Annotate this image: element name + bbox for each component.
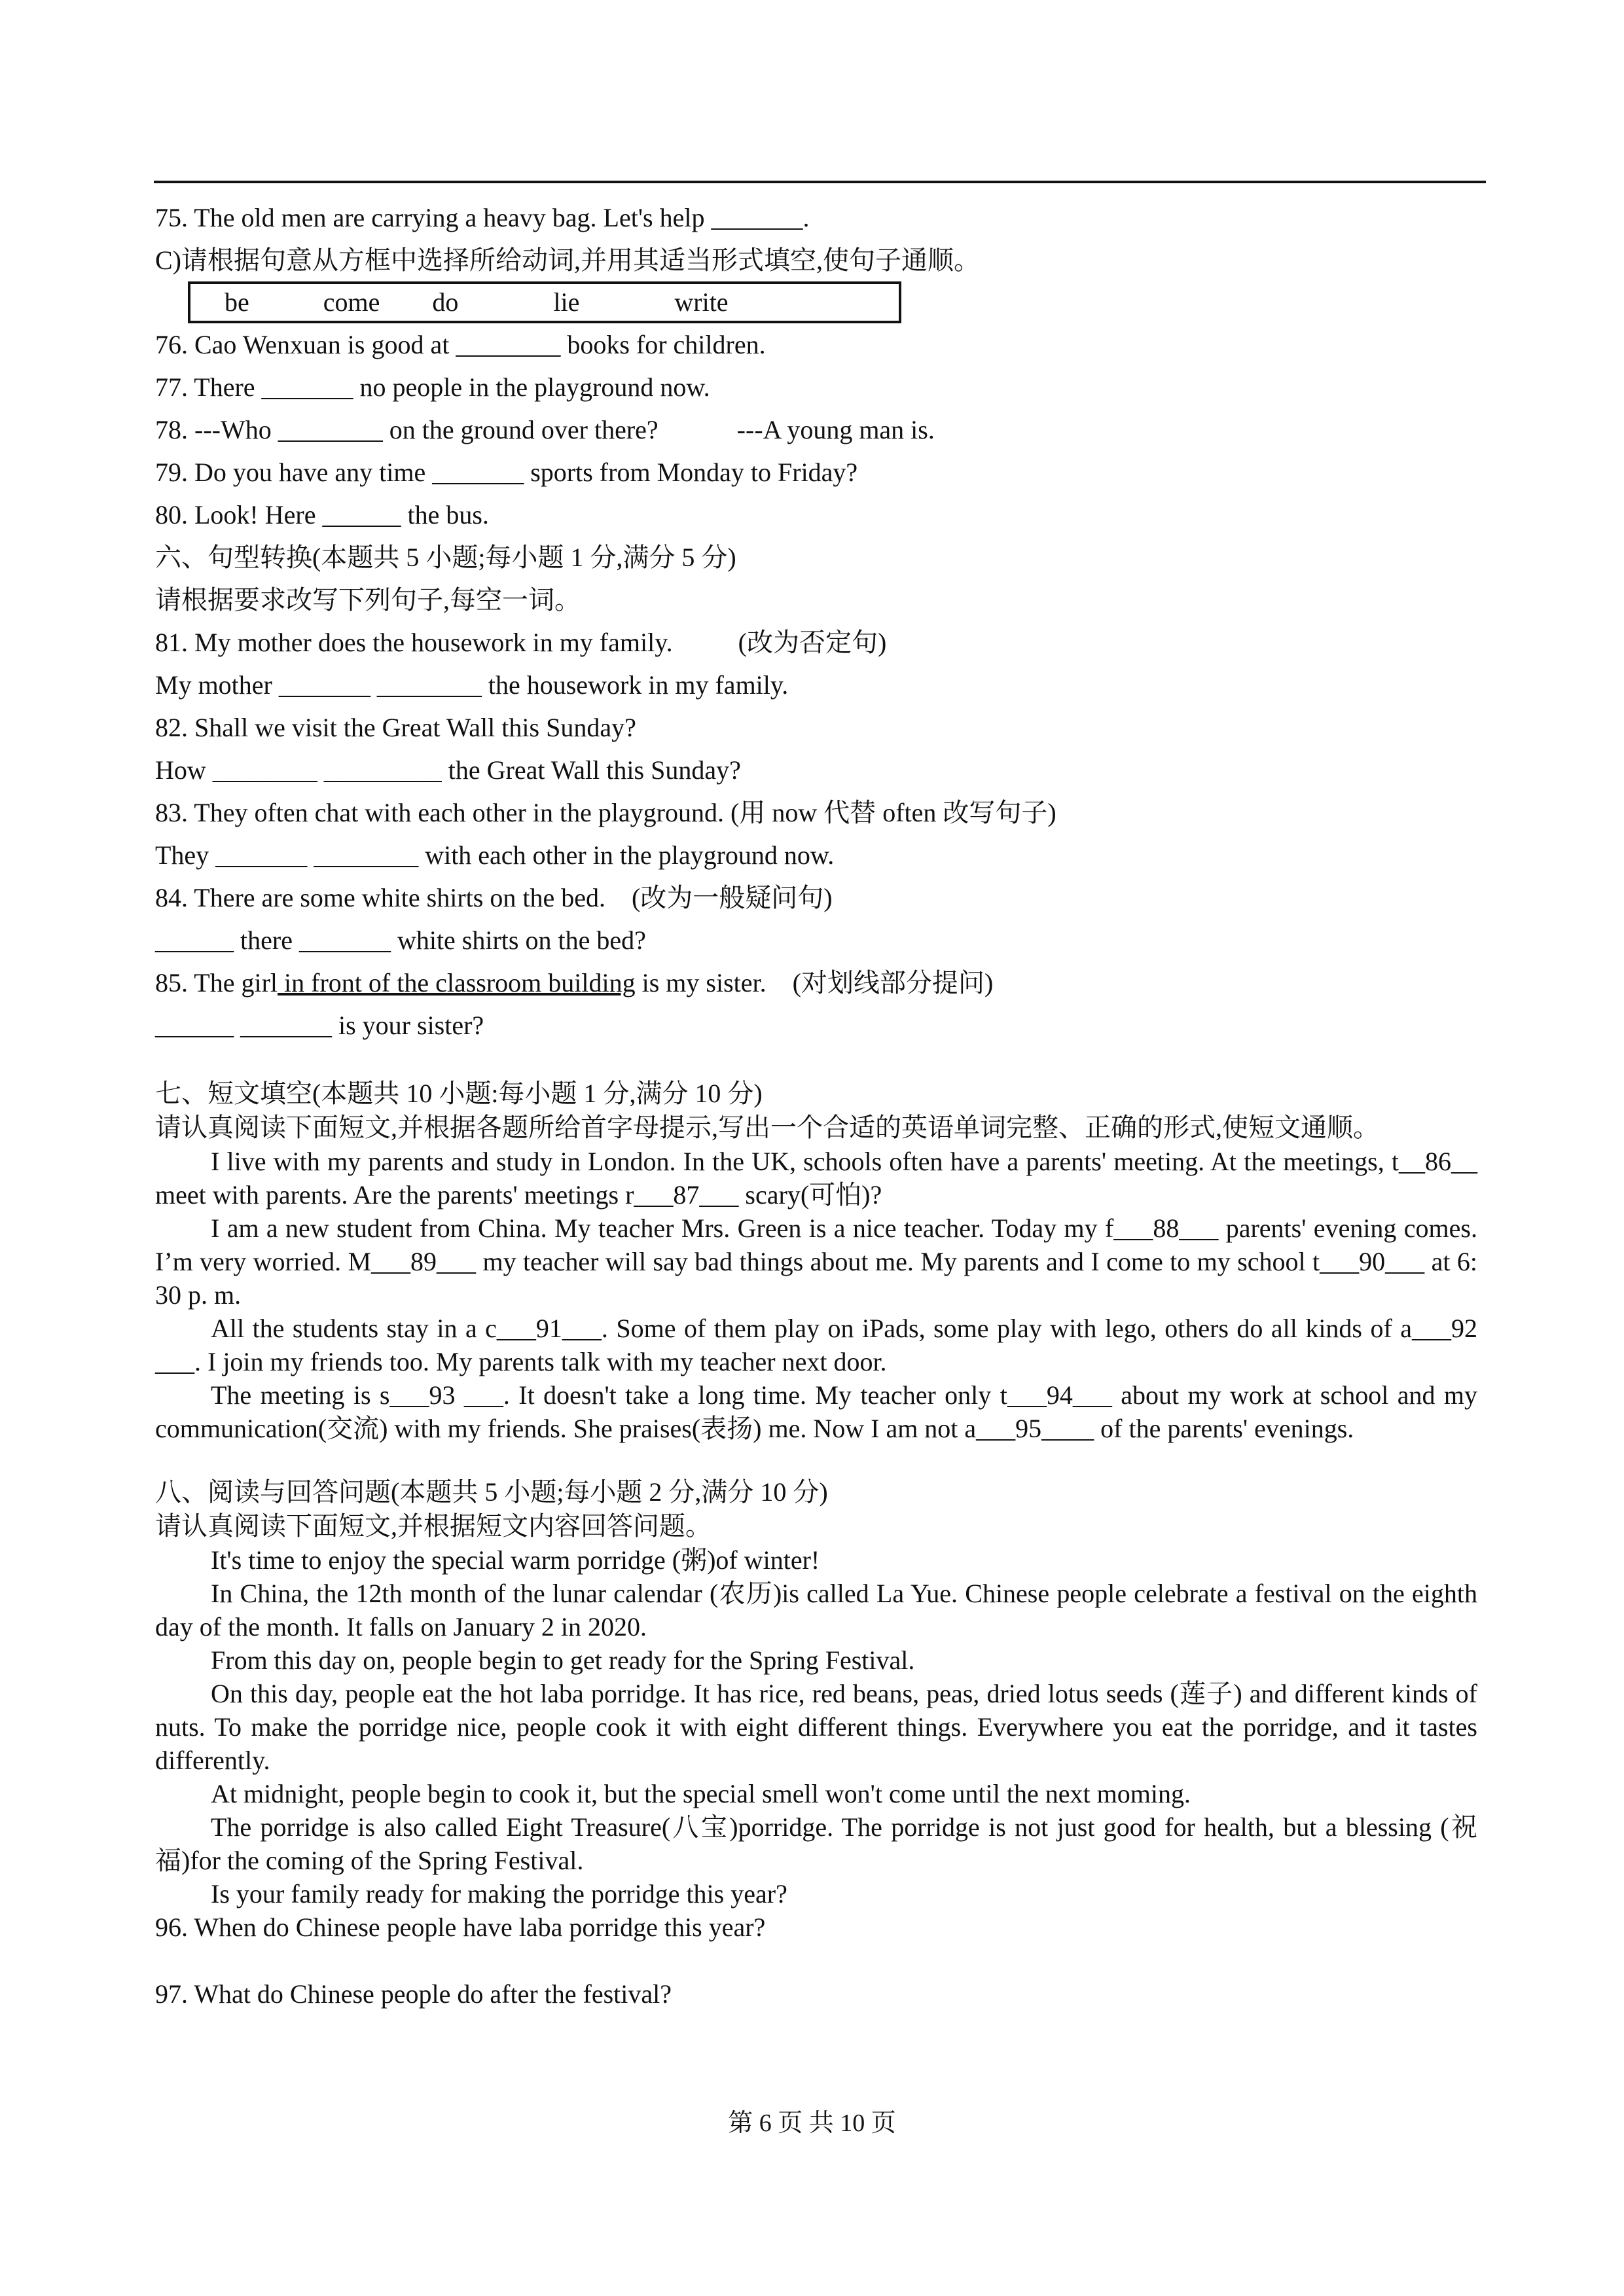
header-rule — [154, 181, 1486, 183]
reading-paragraph: On this day, people eat the hot laba porridge. It has rice, red beans, peas, dried lotus seeds (莲子) and different kinds of nuts. To make the porridge nice, people cook it with eight different things. Everywhere you eat the porridge, and it tastes differently. — [155, 1679, 1477, 1775]
cloze-paragraph: All the students stay in a c___91___. Some of them play on iPads, some play with lego, others do all kinds of a___92 ___. I join my friends too. My parents talk with my teacher next door. — [155, 1314, 1477, 1376]
reading-paragraph: It's time to enjoy the special warm porridge (粥)of winter! — [211, 1545, 820, 1575]
question-84-answer-line: ______ there _______ white shirts on the bed? — [155, 925, 646, 955]
question-81-note: (改为否定句) — [738, 628, 887, 657]
question-80: 80. Look! Here ______ the bus. — [155, 500, 489, 529]
question-83-answer-line: They _______ ________ with each other in the playground now. — [155, 840, 835, 870]
question-76: 76. Cao Wenxuan is good at ________ books for children. — [155, 330, 766, 359]
question-85-note: (对划线部分提问) — [792, 968, 994, 997]
question-85-text-end: is my sister. — [635, 968, 767, 997]
question-84-text: 84. There are some white shirts on the bed. — [155, 883, 605, 912]
page-footer: 第 6 页 共 10 页 — [728, 2109, 896, 2137]
cloze-paragraph: I live with my parents and study in London. In the UK, schools often have a parents' meeting. At the meetings, t__86__ meet with parents. Are the parents' meetings r___87___ scary(可怕)? — [155, 1147, 1477, 1210]
question-83: 83. They often chat with each other in the playground. (用 now 代替 often 改写句子) — [155, 798, 1056, 827]
verb-word-box — [188, 281, 901, 323]
question-84-note: (改为一般疑问句) — [631, 883, 833, 912]
question-82: 82. Shall we visit the Great Wall this Sunday? — [155, 713, 636, 742]
part-c-instruction: C)请根据句意从方框中选择所给动词,并用其适当形式填空,使句子通顺。 — [155, 245, 980, 275]
section-6-title: 六、句型转换(本题共 5 小题;每小题 1 分,满分 5 分) — [155, 543, 736, 572]
question-75: 75. The old men are carrying a heavy bag. Let's help _______. — [155, 203, 810, 232]
question-82-answer-line: How ________ _________ the Great Wall this Sunday? — [155, 755, 741, 785]
question-97: 97. What do Chinese people do after the festival? — [155, 1979, 672, 2009]
word-box-item: lie — [553, 287, 580, 317]
reading-paragraph: The porridge is also called Eight Treasure(八宝)porridge. The porridge is not just good for health, but a blessing (祝福)for the coming of the Spring Festival. — [155, 1812, 1477, 1875]
word-box-item: come — [323, 287, 380, 317]
question-84 — [155, 876, 1477, 919]
question-85-answer-line: ______ _______ is your sister? — [155, 1011, 484, 1040]
question-81 — [155, 621, 1477, 664]
question-85 — [155, 961, 1477, 1004]
reading-paragraph: From this day on, people begin to get ready for the Spring Festival. — [211, 1645, 915, 1675]
exam-content — [155, 196, 1477, 2011]
question-96: 96. When do Chinese people have laba porridge this year? — [155, 1912, 766, 1942]
question-85-text-start: 85. The girl — [155, 968, 278, 997]
word-box-item: be — [225, 287, 249, 317]
section-8-title: 八、阅读与回答问题(本题共 5 小题;每小题 2 分,满分 10 分) — [155, 1477, 828, 1507]
section-7-title: 七、短文填空(本题共 10 小题:每小题 1 分,满分 10 分) — [155, 1079, 763, 1108]
question-81-text: 81. My mother does the housework in my family. — [155, 628, 673, 657]
cloze-paragraph: I am a new student from China. My teacher Mrs. Green is a nice teacher. Today my f___88___ parents' evening comes. I’m very worried. M___89___ my teacher will say bad things about me. My parents and I come to my school t___90___ at 6: 30 p. m. — [155, 1213, 1477, 1310]
question-77: 77. There _______ no people in the playground now. — [155, 372, 710, 402]
question-78-answer: ---A young man is. — [736, 415, 935, 444]
reading-paragraph: Is your family ready for making the porridge this year? — [211, 1879, 787, 1909]
section-7-instruction: 请认真阅读下面短文,并根据各题所给首字母提示,写出一个合适的英语单词完整、正确的形式,使短文通顺。 — [155, 1113, 1379, 1142]
word-box-item: do — [432, 287, 459, 317]
question-78-text: 78. ---Who ________ on the ground over there? — [155, 415, 659, 444]
question-85-underlined-phrase: in front of the classroom building — [278, 968, 636, 997]
word-box-item: write — [674, 287, 729, 317]
question-79: 79. Do you have any time _______ sports from Monday to Friday? — [155, 457, 858, 487]
section-8-instruction: 请认真阅读下面短文,并根据短文内容回答问题。 — [155, 1511, 712, 1541]
section-6-instruction: 请根据要求改写下列句子,每空一词。 — [155, 585, 581, 615]
reading-paragraph: In China, the 12th month of the lunar calendar (农历)is called La Yue. Chinese people celebrate a festival on the eighth day of the month. It falls on January 2 in 2020. — [155, 1579, 1477, 1641]
cloze-paragraph: The meeting is s___93 ___. It doesn't take a long time. My teacher only t___94___ about my work at school and my communication(交流) with my friends. She praises(表扬) me. Now I am not a___95____ of the parents' evenings. — [155, 1380, 1477, 1443]
question-81-answer-line: My mother _______ ________ the housework in my family. — [155, 670, 789, 700]
reading-paragraph: At midnight, people begin to cook it, but the special smell won't come until the next moming. — [211, 1779, 1191, 1808]
question-78 — [155, 408, 1477, 451]
